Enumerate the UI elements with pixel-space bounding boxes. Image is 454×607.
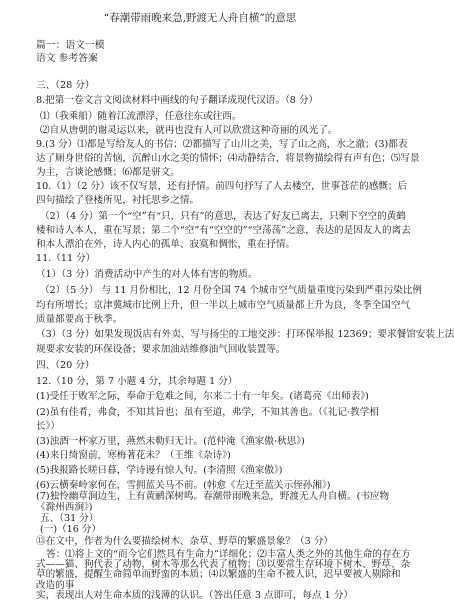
text-line: 为主，言谈论感慨；⑹都是骈文。: [36, 167, 180, 178]
text-line: 实，表现出人对生命本质的浅薄的认识。（答出任意 3 点即可，每点 1 分）: [36, 590, 354, 601]
text-line: ⑵自从唐朝的谢灵运以来，就再也没有人可以欣赏这种奇丽的风光了。: [40, 125, 338, 136]
text-line: 《滁州西涧》): [36, 501, 93, 513]
text-line: 9.(3 分）⑴都是写给友人的书信；⑵都描写了山川之美，写了山之高，水之澈；(3)都表: [36, 139, 408, 150]
text-line: （1）（3 分）消费活动中产生的对人体有害的物质。: [36, 269, 258, 280]
text-line: 四句描绘了登楼所见，衬托思乡之情。: [36, 195, 200, 206]
subtitle-exam: 篇一：语文一模: [36, 40, 105, 51]
text-line: (5)我报路长嗟日暮，学诗谩有惊人句。(李清照《渔家傲》): [36, 465, 283, 476]
text-line: (3)浊酒一杯家万里，燕然未勒归无计。(范仲淹《渔家傲·秋思》): [36, 436, 305, 447]
text-line: 质量都要高于秋季。: [36, 314, 123, 325]
text-line: 改造的事: [36, 579, 75, 591]
text-line: （3）（3 分）如果发现饭店有外卖、写与扬尘的工地交涉：打环保举报 12369；要求餐馆安装上法: [36, 329, 454, 340]
text-line: (7)独怜幽草涧边生，上有黄鹂深树鸣。春潮带雨晚来急，野渡无人舟自横。(韦应物: [36, 491, 390, 503]
text-line: (1)受任于败军之际，奉命于危难之间，尔来二十有一年矣。(诸葛亮《出师表》): [36, 391, 369, 402]
text-line: 8.把第一卷文言文阅读材料中画线的句子翻译成现代汉语。（8 分）: [36, 95, 319, 106]
text-line: (2)虽有佳肴，弗食，不知其旨也；虽有至道，弗学，不知其善也。（《礼记·教学相: [36, 407, 379, 418]
text-line: 11.（11 分）: [36, 253, 96, 264]
text-line: 10.（1）（2 分）该不仅写景，还有抒情。前四句抒写了人去楼空，世事苍茫的感慨；后: [36, 181, 408, 192]
text-line: （2）（5 分） 与 11 月份相比，12 月份全国 74 个城市空气质量重度污染到严重污染比例: [40, 285, 422, 296]
page-title: “春潮带雨晚来急,野渡无人舟自横”的意思: [103, 12, 297, 24]
text-line: 式——猫、狗代表了动物，树木等那么代表了植物；⑶以要常生存环境下树木、野草、杂: [36, 559, 411, 571]
text-line: (6)云横秦岭家何在，雪拥蓝关马不前。(韩愈《左迁至蓝关示侄孙湘》): [36, 480, 331, 491]
text-line: 答：⑴将上文的“而今它们然具有生命力”详细化；⑵丰富人类之外的其他生命的存在方: [46, 548, 411, 560]
text-line: 四、（20 分）: [36, 360, 95, 371]
text-line: 五、（31 分）: [40, 512, 99, 524]
text-line: 楼和诗人本人，重在写景；第二个“空”有“空空的”“空荡荡”之意，表达的是因友人的离去: [36, 225, 411, 236]
text-line: 均有所增长；京津冀城市比例上升，但一半以上城市空气质量都上升为良，冬季全国空气: [36, 300, 411, 311]
text-line: 12.（10 分，第 7 小题 4 分，其余每题 1 分）: [36, 376, 238, 387]
text-line: （2）（4 分）第一个“空”有“只，只有”的意思，表达了好友已离去，只剩下空空的黄鹤: [40, 211, 406, 222]
text-line: ⑴（我乘船）随着江流漂浮，任意往东或往西。: [40, 111, 242, 122]
text-line: 规要求安装的环保设备；要求加油站维修油气回收装置等。: [36, 344, 286, 355]
text-line: (一)（16 分）: [40, 524, 102, 536]
text-line: 长》）: [36, 421, 60, 432]
text-line: 三、（28 分）: [36, 80, 95, 91]
text-line: (4)来日绮窗前，寒梅著花未？（王维《杂诗》): [36, 450, 231, 461]
text-line: ⑬在文中，作者为什么要描绘树木、杂草、野草的繁盛景象？（3 分）: [36, 535, 333, 547]
subtitle-answers: 语文 参考答案: [36, 53, 98, 64]
text-line: 达了厕身世俗的苦恼，沉醉山水之美的情怀；⑷动静结合，将景物描绘得有声有色；⑸写景: [36, 153, 420, 164]
text-line: 和本人漂泊在外，诗人内心的孤单、寂寞和惆怅，重在抒情。: [36, 239, 296, 250]
text-line: 草的繁盛，提醒生命简单而野蛮的本质；⑷以繁盛的生命不被人识，迟早要被人剔除和: [36, 569, 401, 581]
